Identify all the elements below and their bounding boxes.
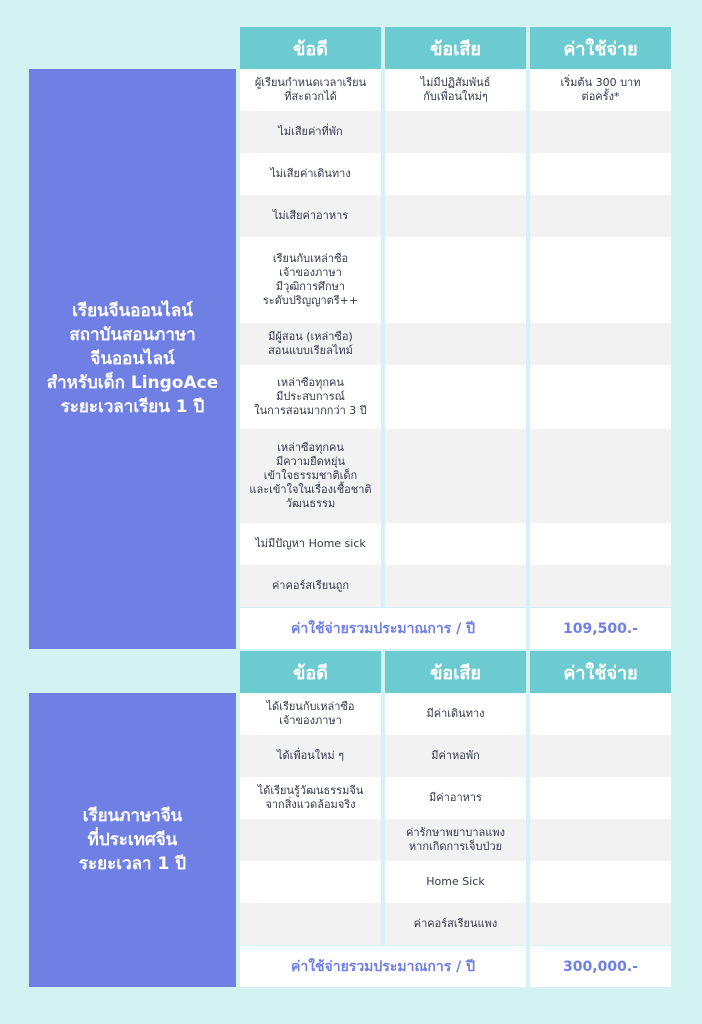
table-cell-pros: ผู้เรียนกำหนดเวลาเรียน ที่สะดวกได้ (240, 69, 381, 111)
table-cell-cons (385, 523, 526, 565)
table-cell-cons: มีค่าหอพัก (385, 735, 526, 777)
table-cell-pros (240, 903, 381, 945)
table-cell-cost (530, 693, 671, 735)
total-value: 109,500.- (530, 608, 671, 649)
table-cell-cons: มีค่าอาหาร (385, 777, 526, 819)
title-line: สถาบันสอนภาษา (69, 325, 196, 345)
table-cell-cost: เริ่มต้น 300 บาท ต่อครั้ง* (530, 69, 671, 111)
table-cell-cost (530, 153, 671, 195)
table-cell-cost (530, 523, 671, 565)
table-cell-cons (385, 153, 526, 195)
china-title-panel (29, 693, 236, 987)
table-cell-pros: ไม่เสียค่าเดินทาง (240, 153, 381, 195)
header-cons: ข้อเสีย (385, 27, 526, 69)
table-cell-cons (385, 111, 526, 153)
table-cell-pros (240, 861, 381, 903)
table-cell-cost (530, 237, 671, 323)
header-cons: ข้อเสีย (385, 651, 526, 693)
table-cell-cons (385, 323, 526, 365)
table-cell-pros: ไม่มีปัญหา Home sick (240, 523, 381, 565)
table-cell-cost (530, 903, 671, 945)
online-title-panel (29, 69, 236, 649)
table-cell-cons: ค่าคอร์สเรียนแพง (385, 903, 526, 945)
table-cell-cost (530, 735, 671, 777)
table-cell-pros: ได้เรียนกับเหล่าซือ เจ้าของภาษา (240, 693, 381, 735)
total-label: ค่าใช้จ่ายรวมประมาณการ / ปี (240, 608, 526, 649)
table-cell-cost (530, 323, 671, 365)
table-cell-cons (385, 429, 526, 523)
title-line: ระยะเวลา 1 ปี (78, 854, 187, 874)
table-cell-cost (530, 565, 671, 607)
table-cell-cons (385, 365, 526, 429)
table-cell-cost (530, 111, 671, 153)
table-cell-pros: ไม่เสียค่าที่พัก (240, 111, 381, 153)
table-cell-cons: มีค่าเดินทาง (385, 693, 526, 735)
table-cell-cost (530, 819, 671, 861)
table-cell-cost (530, 195, 671, 237)
table-cell-cost (530, 861, 671, 903)
table-cell-pros (240, 819, 381, 861)
title-line: เรียนจีนออนไลน์ (72, 301, 193, 321)
table-cell-pros: ได้เพื่อนใหม่ ๆ (240, 735, 381, 777)
table-cell-pros: เหล่าซือทุกคน มีประสบการณ์ ในการสอนมากกว่า 3 ปี (240, 365, 381, 429)
title-line: ระยะเวลาเรียน 1 ปี (60, 397, 205, 417)
header-pros: ข้อดี (240, 651, 381, 693)
table-cell-pros: ค่าคอร์สเรียนถูก (240, 565, 381, 607)
table-cell-pros: ไม่เสียค่าอาหาร (240, 195, 381, 237)
table-cell-pros: เหล่าซือทุกคน มีความยืดหยุ่น เข้าใจธรรมชาติเด็ก และเข้าใจในเรื่องเชื้อชาติ วัฒนธรรม (240, 429, 381, 523)
header-pros: ข้อดี (240, 27, 381, 69)
table-cell-cons: Home Sick (385, 861, 526, 903)
table-cell-cost (530, 365, 671, 429)
header-cost: ค่าใช้จ่าย (530, 651, 671, 693)
table-cell-cons (385, 565, 526, 607)
total-label: ค่าใช้จ่ายรวมประมาณการ / ปี (240, 946, 526, 987)
table-cell-cons (385, 237, 526, 323)
table-cell-cons: ค่ารักษาพยาบาลแพง หากเกิดการเจ็บป่วย (385, 819, 526, 861)
header-cost: ค่าใช้จ่าย (530, 27, 671, 69)
table-cell-pros: มีผู้สอน (เหล่าซือ) สอนแบบเรียลไทม์ (240, 323, 381, 365)
table-cell-cons (385, 195, 526, 237)
title-line: เรียนภาษาจีน (82, 806, 183, 826)
title-line: สำหรับเด็ก LingoAce (46, 373, 219, 393)
total-value: 300,000.- (530, 946, 671, 987)
table-cell-pros: เรียนกับเหล่าซือ เจ้าของภาษา มีวุฒิการศึกษา ระดับปริญญาตรี++ (240, 237, 381, 323)
table-cell-cost (530, 429, 671, 523)
title-line: ที่ประเทศจีน (87, 830, 178, 850)
title-line: จีนออนไลน์ (90, 349, 175, 369)
table-cell-cons: ไม่มีปฏิสัมพันธ์ กับเพื่อนใหม่ๆ (385, 69, 526, 111)
table-cell-cost (530, 777, 671, 819)
table-cell-pros: ได้เรียนรู้วัฒนธรรมจีน จากสิ่งแวดล้อมจริง (240, 777, 381, 819)
